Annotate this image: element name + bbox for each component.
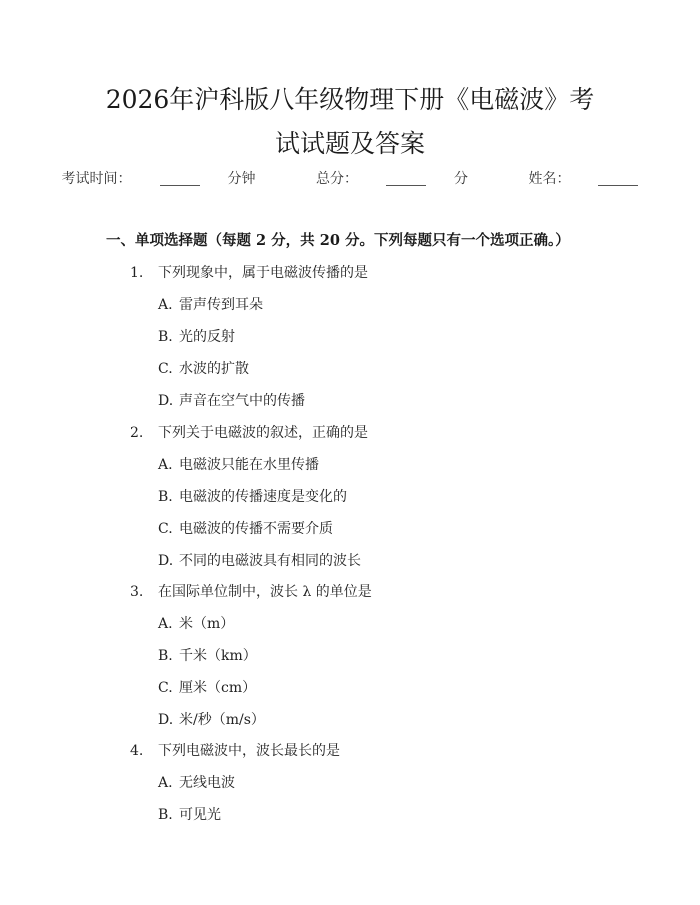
option-letter: A. xyxy=(158,297,173,313)
option-letter: B. xyxy=(158,807,173,823)
question-3 xyxy=(130,581,372,601)
option-letter: C. xyxy=(158,521,173,537)
option-item xyxy=(158,390,305,410)
option-text: 水波的扩散 xyxy=(179,361,249,377)
option-item xyxy=(158,358,249,378)
exam-time-label: 考试时间： xyxy=(61,171,132,187)
option-item xyxy=(158,804,221,824)
name-field xyxy=(514,171,652,187)
question-text: 在国际单位制中，波长 λ 的单位是 xyxy=(158,584,372,600)
question-1 xyxy=(130,262,368,282)
score-field xyxy=(302,171,482,187)
option-item xyxy=(158,326,235,346)
option-text: 电磁波的传播速度是变化的 xyxy=(179,489,347,505)
exam-time-blank xyxy=(160,171,200,186)
score-unit: 分 xyxy=(454,171,468,187)
option-item xyxy=(158,677,256,697)
option-item xyxy=(158,645,257,665)
option-item xyxy=(158,613,234,633)
option-letter: A. xyxy=(158,775,173,791)
option-text: 声音在空气中的传播 xyxy=(179,393,305,409)
option-text: 米/秒（m/s） xyxy=(179,712,265,728)
question-number: 4. xyxy=(130,743,144,759)
option-item xyxy=(158,518,333,538)
option-item xyxy=(158,486,347,506)
option-item xyxy=(158,550,361,570)
question-4 xyxy=(130,740,340,760)
option-item xyxy=(158,294,263,314)
option-letter: D. xyxy=(158,553,174,569)
option-text: 无线电波 xyxy=(179,775,235,791)
score-label: 总分： xyxy=(316,171,358,187)
question-number: 2. xyxy=(130,425,144,441)
option-letter: A. xyxy=(158,616,173,632)
option-text: 可见光 xyxy=(179,807,221,823)
question-text: 下列电磁波中，波长最长的是 xyxy=(158,743,340,759)
score-blank xyxy=(386,171,426,186)
option-text: 电磁波的传播不需要介质 xyxy=(179,521,333,537)
question-number: 3. xyxy=(130,584,144,600)
option-letter: D. xyxy=(158,393,174,409)
option-letter: B. xyxy=(158,648,173,664)
option-text: 电磁波只能在水里传播 xyxy=(179,457,319,473)
option-text: 米（m） xyxy=(179,616,235,632)
option-letter: C. xyxy=(158,361,173,377)
name-blank xyxy=(598,171,638,186)
option-item xyxy=(158,772,235,792)
option-text: 厘米（cm） xyxy=(179,680,257,696)
option-item xyxy=(158,454,319,474)
option-letter: A. xyxy=(158,457,173,473)
question-text: 下列关于电磁波的叙述，正确的是 xyxy=(158,425,368,441)
section-heading: 一、单项选择题（每题 2 分，共 20 分。下列每题只有一个选项正确。） xyxy=(106,232,570,249)
question-2 xyxy=(130,422,368,442)
option-text: 千米（km） xyxy=(179,648,257,664)
option-letter: B. xyxy=(158,329,173,345)
option-letter: C. xyxy=(158,680,173,696)
question-number: 1. xyxy=(130,265,144,281)
option-text: 光的反射 xyxy=(179,329,235,345)
option-text: 不同的电磁波具有相同的波长 xyxy=(179,553,361,569)
option-text: 雷声传到耳朵 xyxy=(179,297,263,313)
option-letter: D. xyxy=(158,712,174,728)
exam-time-field xyxy=(48,171,270,187)
page-title: 2026年沪科版八年级物理下册《电磁波》考试试题及答案 xyxy=(105,85,595,158)
question-text: 下列现象中，属于电磁波传播的是 xyxy=(158,265,368,281)
option-item xyxy=(158,709,265,729)
option-letter: B. xyxy=(158,489,173,505)
name-label: 姓名： xyxy=(528,171,571,187)
exam-time-unit: 分钟 xyxy=(227,171,256,187)
exam-meta xyxy=(0,168,700,188)
